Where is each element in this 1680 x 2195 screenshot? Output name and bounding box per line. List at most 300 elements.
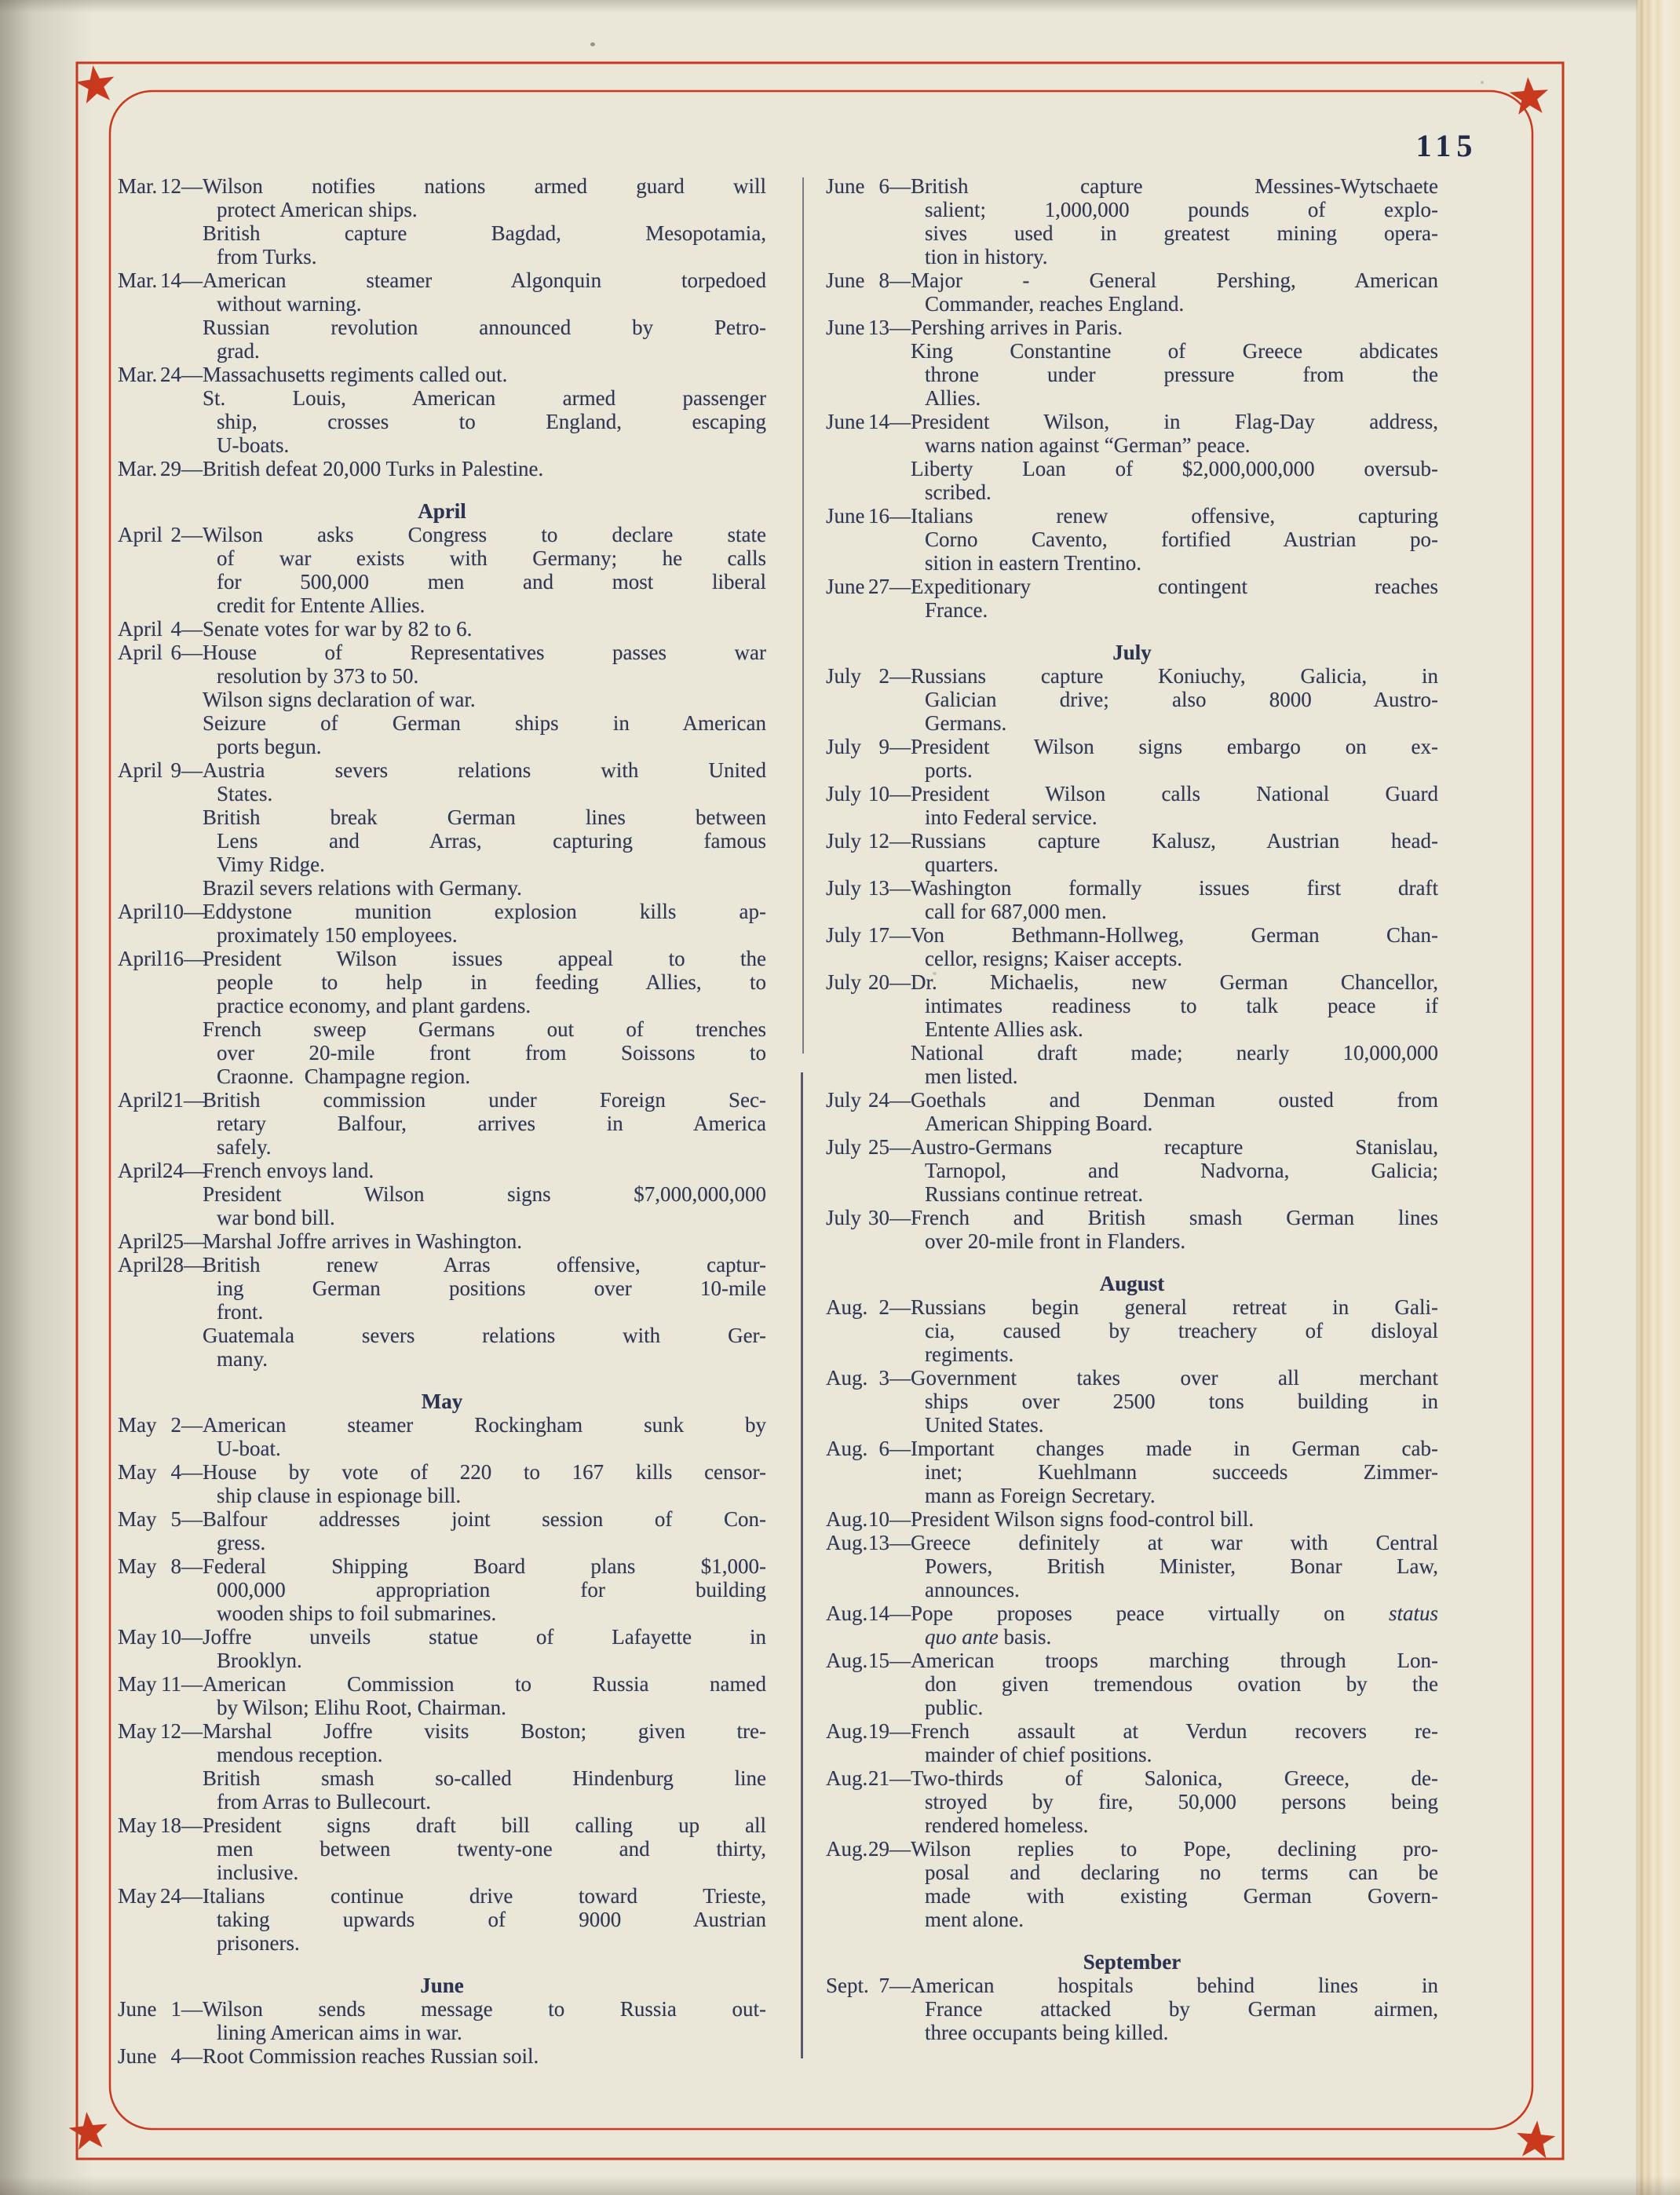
event-month: May (118, 1413, 157, 1437)
event-day: 12 (160, 1719, 181, 1743)
month-header: August (1099, 1272, 1165, 1295)
event-text-line (826, 1390, 1438, 1413)
paper-speck (933, 972, 937, 975)
event-day: 4 (170, 2044, 181, 2068)
event-entry-line (118, 1997, 766, 2021)
event-text-line (118, 853, 766, 876)
date-dash: — (181, 617, 203, 641)
event-text-line (118, 593, 766, 617)
text-run: practice economy, and plant gardens. (217, 994, 531, 1017)
event-month: Mar. (118, 268, 158, 292)
event-entry-line (118, 2044, 766, 2068)
month-header: July (1112, 641, 1152, 664)
event-month: July (826, 829, 862, 853)
event-month: July (826, 664, 862, 688)
event-day: 13 (868, 876, 889, 900)
date-dash: — (889, 782, 911, 805)
text-run: Tarnopol, and Nadvorna, Galicia; (925, 1159, 1438, 1182)
event-text-line (826, 1413, 1438, 1437)
event-month: July (826, 782, 862, 805)
text-run: Russians begin general retreat in Gali- (911, 1295, 1438, 1319)
text-run: regiments. (925, 1342, 1014, 1366)
event-day: 29 (868, 1837, 889, 1861)
event-date (826, 923, 911, 947)
event-day: 10 (868, 1507, 889, 1531)
event-day: 2 (170, 523, 181, 546)
text-run: St. Louis, American armed passenger (203, 386, 766, 410)
text-run: Marshal Joffre arrives in Washington. (203, 1229, 522, 1253)
text-run: Lens and Arras, capturing famous (217, 829, 766, 853)
text-run: gress. (217, 1531, 266, 1554)
text-run: of war exists with Germany; he calls (217, 546, 766, 570)
event-text-line (118, 339, 766, 363)
event-text-line (118, 1041, 766, 1065)
event-text-line (118, 2021, 766, 2044)
event-text-line (118, 1790, 766, 1813)
event-date (826, 410, 911, 433)
event-day: 16 (868, 504, 889, 528)
date-dash: — (889, 735, 911, 758)
date-dash: — (181, 1997, 203, 2021)
event-text-line (826, 1159, 1438, 1182)
text-run: Austria severs relations with United (203, 758, 766, 782)
event-text-line (118, 1065, 766, 1088)
event-entry-line (826, 1837, 1438, 1861)
date-dash: — (889, 1766, 911, 1790)
text-run: warns nation against “German” peace. (925, 433, 1251, 457)
event-date (118, 1413, 203, 1437)
event-text-line (118, 1347, 766, 1371)
text-run: posal and declaring no terms can be (925, 1861, 1438, 1884)
text-run: Greece definitely at war with Central (911, 1531, 1438, 1554)
event-text-line (118, 1135, 766, 1159)
event-month: June (118, 1997, 157, 2021)
column-divider (801, 1072, 803, 2058)
event-date (118, 758, 203, 782)
text-run: mann as Foreign Secretary. (925, 1484, 1156, 1507)
text-run: American steamer Algonquin torpedoed (203, 268, 766, 292)
event-text-line (826, 386, 1438, 410)
event-text-line (118, 1112, 766, 1135)
event-text-line (826, 363, 1438, 386)
date-dash: — (889, 316, 911, 339)
event-text-line (826, 1813, 1438, 1837)
event-date (826, 1837, 911, 1861)
event-date (118, 1719, 203, 1743)
text-run: three occupants being killed. (925, 2021, 1169, 2044)
event-day: 5 (170, 1507, 181, 1531)
event-entry-line (826, 664, 1438, 688)
event-entry-line (826, 410, 1438, 433)
text-run: Government takes over all merchant (911, 1366, 1438, 1390)
text-run: British renew Arras offensive, captur- (203, 1253, 766, 1276)
text-run: Pershing arrives in Paris. (911, 316, 1123, 339)
event-text-line (118, 923, 766, 947)
event-date (826, 268, 911, 292)
event-text-line (826, 1460, 1438, 1484)
text-run: from Arras to Bullecourt. (217, 1790, 431, 1813)
event-month: Aug. (826, 1837, 868, 1861)
event-entry-line (826, 1507, 1438, 1531)
text-run: Wilson notifies nations armed guard will (203, 174, 766, 198)
event-month: Aug. (826, 1531, 868, 1554)
event-month: April (118, 1088, 163, 1112)
event-text-line (826, 1229, 1438, 1253)
event-month: Aug. (826, 1649, 868, 1672)
event-entry-line (118, 523, 766, 546)
date-dash: — (889, 504, 911, 528)
event-day: 28 (163, 1253, 184, 1276)
event-text-line (826, 1554, 1438, 1578)
event-text-line (826, 1884, 1438, 1908)
scan-left-shadow (0, 0, 94, 2195)
event-text-line (826, 711, 1438, 735)
event-entry-line (118, 947, 766, 970)
date-dash: — (889, 1719, 911, 1743)
text-run: by Wilson; Elihu Root, Chairman. (217, 1696, 506, 1719)
text-run: Important changes made in German cab- (911, 1437, 1438, 1460)
event-text-line (826, 1908, 1438, 1931)
event-text-line (118, 245, 766, 268)
event-entry-line (826, 1766, 1438, 1790)
text-run: mainder of chief positions. (925, 1743, 1152, 1766)
event-entry-line (826, 1719, 1438, 1743)
date-dash: — (181, 457, 203, 480)
text-run: Galician drive; also 8000 Austro- (925, 688, 1438, 711)
text-run: Entente Allies ask. (925, 1017, 1083, 1041)
text-run: rendered homeless. (925, 1813, 1089, 1837)
text-run: ships over 2500 tons building in (925, 1390, 1438, 1413)
event-text-line (118, 994, 766, 1017)
event-month: Aug. (826, 1719, 868, 1743)
event-month: Aug. (826, 1295, 868, 1319)
text-run: prisoners. (217, 1931, 300, 1955)
text-run: cellor, resigns; Kaiser accepts. (925, 947, 1183, 970)
event-text-line (118, 1743, 766, 1766)
date-dash: — (184, 1159, 205, 1182)
event-date (118, 268, 203, 292)
date-dash: — (184, 1088, 205, 1112)
text-run: Massachusetts regiments called out. (203, 363, 508, 386)
event-date (826, 970, 911, 994)
event-text-line (118, 1276, 766, 1300)
text-run: status (1388, 1602, 1438, 1625)
event-text-line (826, 292, 1438, 316)
event-date (118, 1253, 203, 1276)
event-text-line (118, 546, 766, 570)
event-date (118, 174, 203, 198)
event-entry-line (826, 1295, 1438, 1319)
date-dash: — (184, 947, 205, 970)
event-day: 13 (868, 316, 889, 339)
event-date (826, 174, 911, 198)
event-entry-line (118, 1159, 766, 1182)
date-dash: — (889, 1135, 911, 1159)
event-text-line (826, 598, 1438, 622)
event-day: 6 (878, 1437, 889, 1460)
text-run: ports. (925, 758, 973, 782)
event-entry-line (826, 316, 1438, 339)
text-run: lining American aims in war. (217, 2021, 462, 2044)
event-day: 3 (878, 1366, 889, 1390)
text-run: resolution by 373 to 50. (217, 664, 419, 688)
event-month: May (118, 1460, 157, 1484)
event-month: July (826, 923, 862, 947)
text-run: quarters. (925, 853, 999, 876)
text-run: American Commission to Russia named (203, 1672, 766, 1696)
event-text-line (826, 1065, 1438, 1088)
event-entry-line (826, 504, 1438, 528)
event-month: April (118, 1253, 163, 1276)
event-text-line (826, 805, 1438, 829)
event-entry-line (118, 1813, 766, 1837)
event-text-line (826, 1484, 1438, 1507)
event-text-line (826, 947, 1438, 970)
text-run: scribed. (925, 480, 992, 504)
event-day: 8 (878, 268, 889, 292)
event-month: May (118, 1625, 157, 1649)
date-dash: — (889, 1602, 911, 1625)
event-month: Aug. (826, 1602, 868, 1625)
event-month: May (118, 1884, 157, 1908)
date-dash: — (889, 1531, 911, 1554)
event-month: April (118, 523, 163, 546)
event-month: Mar. (118, 363, 158, 386)
date-dash: — (889, 876, 911, 900)
text-run: basis. (998, 1625, 1052, 1649)
text-run: salient; 1,000,000 pounds of explo- (925, 198, 1438, 221)
event-entry-line (118, 1554, 766, 1578)
text-run: Federal Shipping Board plans $1,000- (203, 1554, 766, 1578)
date-dash: — (181, 1884, 203, 1908)
event-text-line (826, 457, 1438, 480)
event-entry-line (826, 1437, 1438, 1460)
event-date (118, 1813, 203, 1837)
date-dash: — (889, 664, 911, 688)
event-month: May (118, 1813, 157, 1837)
text-run: Goethals and Denman ousted from (911, 1088, 1438, 1112)
event-day: 24 (163, 1159, 184, 1182)
date-dash: — (889, 1206, 911, 1229)
event-text-line (826, 853, 1438, 876)
event-month: April (118, 758, 163, 782)
event-month: April (118, 947, 163, 970)
text-run: Austro-Germans recapture Stanislau, (911, 1135, 1438, 1159)
text-run: French assault at Verdun recovers re- (911, 1719, 1438, 1743)
event-day: 24 (868, 1088, 889, 1112)
text-run: ing German positions over 10-mile (217, 1276, 766, 1300)
event-day: 25 (868, 1135, 889, 1159)
event-day: 2 (170, 1413, 181, 1437)
event-month: June (118, 2044, 157, 2068)
date-dash: — (181, 1507, 203, 1531)
event-month: Aug. (826, 1437, 868, 1460)
event-text-line (826, 1017, 1438, 1041)
date-dash: — (889, 1295, 911, 1319)
event-text-line (118, 316, 766, 339)
date-dash: — (181, 758, 203, 782)
event-date (826, 1135, 911, 1159)
text-run: House by vote of 220 to 167 kills censor- (203, 1460, 766, 1484)
event-entry-line (826, 1088, 1438, 1112)
text-run: President Wilson signs embargo on ex- (911, 735, 1438, 758)
event-day: 24 (160, 1884, 181, 1908)
event-month: June (826, 316, 865, 339)
event-month: May (118, 1672, 157, 1696)
event-month: April (118, 900, 163, 923)
text-run: 000,000 appropriation for building (217, 1578, 766, 1602)
event-entry-line (118, 1625, 766, 1649)
date-dash: — (184, 1229, 205, 1253)
text-run: made with existing German Govern- (925, 1884, 1438, 1908)
text-run: intimates readiness to talk peace if (925, 994, 1438, 1017)
event-month: July (826, 1088, 862, 1112)
text-run: Russians continue retreat. (925, 1182, 1144, 1206)
event-month: June (826, 174, 865, 198)
text-run: ment alone. (925, 1908, 1024, 1931)
date-dash: — (181, 1460, 203, 1484)
event-month: Mar. (118, 174, 158, 198)
column-divider (802, 177, 804, 1054)
event-text-line (826, 1578, 1438, 1602)
text-run: American Shipping Board. (925, 1112, 1153, 1135)
text-run: Wilson asks Congress to declare state (203, 523, 766, 546)
date-dash: — (181, 363, 203, 386)
event-date (118, 1625, 203, 1649)
event-entry-line (826, 876, 1438, 900)
date-dash: — (181, 1719, 203, 1743)
event-text-line (118, 1696, 766, 1719)
event-text-line (826, 900, 1438, 923)
event-text-line (826, 245, 1438, 268)
event-text-line (826, 221, 1438, 245)
event-day: 30 (868, 1206, 889, 1229)
text-run: National draft made; nearly 10,000,000 (911, 1041, 1438, 1065)
event-day: 12 (868, 829, 889, 853)
text-run: wooden ships to foil submarines. (217, 1602, 497, 1625)
event-entry-line (826, 1366, 1438, 1390)
event-day: 19 (868, 1719, 889, 1743)
event-day: 10 (163, 900, 184, 923)
text-run: King Constantine of Greece abdicates (911, 339, 1438, 363)
event-text-line (826, 198, 1438, 221)
event-date (118, 457, 203, 480)
event-text-line (118, 664, 766, 688)
date-dash: — (181, 1813, 203, 1837)
event-date (118, 523, 203, 546)
text-run: war bond bill. (217, 1206, 335, 1229)
event-date (826, 1766, 911, 1790)
event-month: April (118, 617, 163, 641)
event-text-line (826, 1997, 1438, 2021)
text-run: British defeat 20,000 Turks in Palestine. (203, 457, 544, 480)
text-run: people to help in feeding Allies, to (217, 970, 766, 994)
text-run: Two-thirds of Salonica, Greece, de- (911, 1766, 1438, 1790)
event-entry-line (118, 758, 766, 782)
date-dash: — (181, 174, 203, 198)
text-run: Major - General Pershing, American (911, 268, 1438, 292)
date-dash: — (181, 2044, 203, 2068)
text-run: President Wilson issues appeal to the (203, 947, 766, 970)
date-dash: — (181, 523, 203, 546)
event-text-line (118, 735, 766, 758)
event-entry-line (118, 1253, 766, 1276)
event-text-line (118, 433, 766, 457)
event-day: 9 (878, 735, 889, 758)
event-date (118, 947, 203, 970)
text-run: U-boats. (217, 433, 290, 457)
event-date (118, 363, 203, 386)
event-day: 20 (868, 970, 889, 994)
text-run: Root Commission reaches Russian soil. (203, 2044, 539, 2068)
text-run: Washington formally issues first draft (911, 876, 1438, 900)
event-text-line (118, 1766, 766, 1790)
text-run: President Wilson signs $7,000,000,000 (203, 1182, 766, 1206)
text-run: British capture Messines-Wytschaete (911, 174, 1438, 198)
event-month: Aug. (826, 1366, 868, 1390)
text-run: Liberty Loan of $2,000,000,000 oversub- (911, 457, 1438, 480)
date-dash: — (889, 1366, 911, 1390)
event-entry-line (118, 1229, 766, 1253)
event-date (826, 1719, 911, 1743)
text-run: French sweep Germans out of trenches (203, 1017, 766, 1041)
event-entry-line (118, 174, 766, 198)
event-text-line (826, 2021, 1438, 2044)
event-date (826, 316, 911, 339)
event-text-line (826, 339, 1438, 363)
event-day: 10 (868, 782, 889, 805)
text-run: President signs draft bill calling up all (203, 1813, 766, 1837)
event-text-line (826, 1342, 1438, 1366)
event-date (826, 735, 911, 758)
event-text-line (118, 221, 766, 245)
date-dash: — (181, 1625, 203, 1649)
paper-speck (590, 42, 595, 46)
event-entry-line (118, 1719, 766, 1743)
date-dash: — (889, 1437, 911, 1460)
event-entry-line (118, 641, 766, 664)
event-entry-line (118, 1507, 766, 1531)
event-day: 7 (878, 1974, 889, 1997)
text-run: many. (217, 1347, 268, 1371)
event-day: 15 (868, 1649, 889, 1672)
event-entry-line (826, 1206, 1438, 1229)
text-run: Marshal Joffre visits Boston; given tre- (203, 1719, 766, 1743)
text-run: ports begun. (217, 735, 322, 758)
text-run: without warning. (217, 292, 362, 316)
date-dash: — (889, 410, 911, 433)
event-day: 2 (878, 664, 889, 688)
event-month: April (118, 1159, 163, 1182)
text-run: retary Balfour, arrives in America (217, 1112, 766, 1135)
event-month: Aug. (826, 1507, 868, 1531)
month-header: May (421, 1390, 463, 1413)
event-entry-line (826, 1602, 1438, 1625)
event-day: 17 (868, 923, 889, 947)
event-entry-line (118, 268, 766, 292)
event-text-line (118, 1861, 766, 1884)
event-date (826, 876, 911, 900)
text-run: Senate votes for war by 82 to 6. (203, 617, 473, 641)
event-text-line (118, 292, 766, 316)
text-run: safely. (217, 1135, 272, 1159)
event-month: May (118, 1554, 157, 1578)
text-run: taking upwards of 9000 Austrian (217, 1908, 766, 1931)
text-run: Italians continue drive toward Trieste, (203, 1884, 766, 1908)
event-day: 21 (868, 1766, 889, 1790)
event-day: 18 (160, 1813, 181, 1837)
text-run: ship clause in espionage bill. (217, 1484, 462, 1507)
